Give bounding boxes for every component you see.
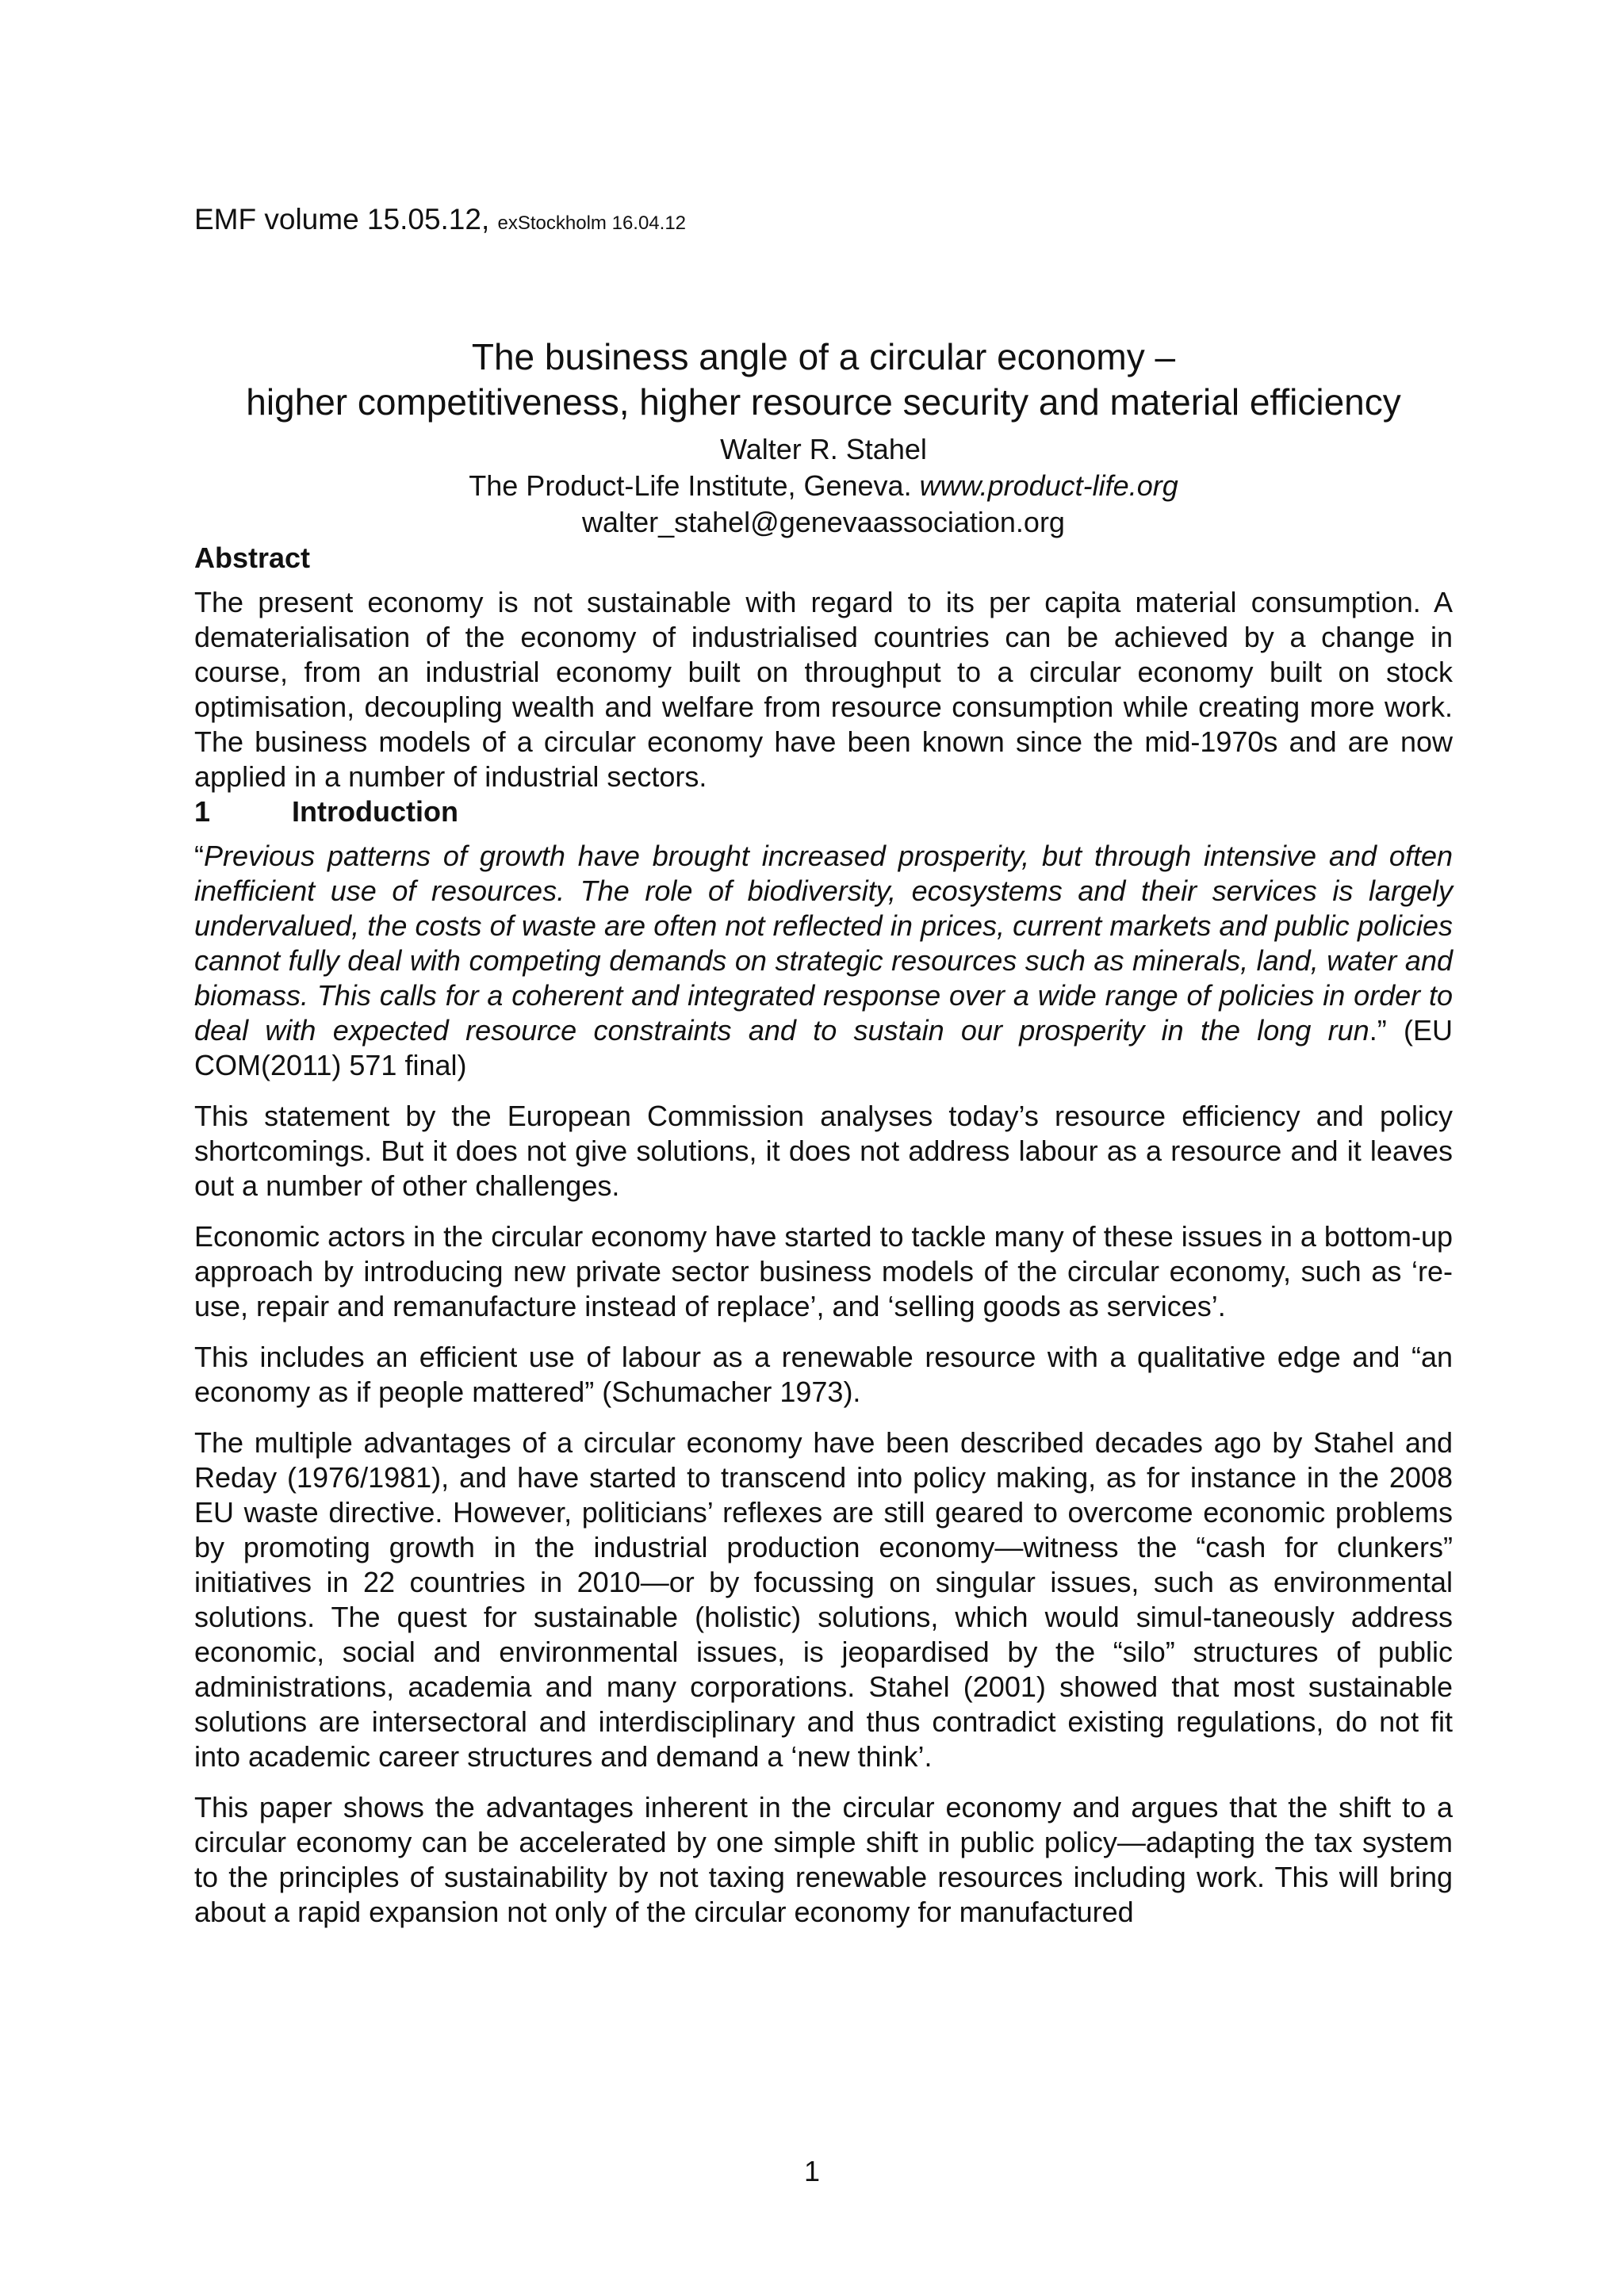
abstract-heading: Abstract: [194, 541, 311, 574]
paragraph-4: The multiple advantages of a circular economy have been described decades ago by Stahel and Reday (1976/1981), and have started to transcend into policy making, as for instance in the 2008 EU waste directive. However, politicians’ reflexes are still geared to overcome economic problems by promoting growth in the industrial production economy—witness the “cash for clunkers” initiatives in 22 countries in 2010—or by focussing on singular issues, such as environmental solutions. The quest for sustainable (holistic) solutions, which would simul-taneously address economic, social and environmental issues, is jeopardised by the “silo” structures of public administrations, academia and many corporations. Stahel (2001) showed that most sustainable solutions are intersectoral and interdisciplinary and thus contradict existing regulations, do not fit into academic career structures and demand a ‘new think’.: [194, 1426, 1453, 1773]
header-line: [194, 202, 1453, 241]
author-name: Walter R. Stahel: [720, 433, 927, 465]
page-number: 1: [803, 2155, 821, 2187]
paragraph-1: This statement by the European Commission analyses today’s resource efficiency and policy shortcomings. But it does not give solutions, it does not address labour as a resource and it leaves out a number of other challenges.: [194, 1100, 1453, 1202]
ex-label: exStockholm 16.04.12: [497, 212, 687, 234]
title-line-2: higher competitiveness, higher resource security and material efficiency: [246, 381, 1401, 423]
document-page: [194, 202, 1453, 1930]
quote-italic-text: Previous patterns of growth have brought increased prosperity, but through intensive and often inefficient use of resources. The role of biodiversity, ecosystems and their services is largely undervalued, the costs of waste are often not reflected in prices, current markets and public policies cannot fully deal with competing demands on strategic resources such as minerals, land, water and biomass. This calls for a coherent and integrated response over a wide range of policies in order to deal with expected resource constraints and to sustain our prosperity in the long run: [194, 840, 1453, 1047]
introduction-heading: [194, 794, 1453, 829]
paragraph-3: This includes an efficient use of labour as a renewable resource with a qualitative edge and “an economy as if people mattered” (Schumacher 1973).: [194, 1341, 1453, 1408]
website-link[interactable]: www.product-life.org: [919, 469, 1178, 502]
quote-open: “: [194, 840, 204, 872]
quote-citation: .” (EU COM(2011) 571 final): [194, 1014, 1453, 1081]
section-title: Introduction: [292, 795, 458, 828]
section-number: 1: [194, 795, 211, 828]
paragraph-2: Economic actors in the circular economy have started to tackle many of these issues in a bottom-up approach by introducing new private sector business models of the circular economy, such as ‘re-use, repair and remanufacture instead of replace’, and ‘selling goods as services’.: [194, 1220, 1453, 1322]
title-block: [194, 335, 1453, 425]
title-line-1: The business angle of a circular economy –: [471, 336, 1176, 377]
author-affiliation: [194, 468, 1453, 504]
author-email[interactable]: walter_stahel@genevaassociation.org: [582, 506, 1065, 538]
paragraph-5: This paper shows the advantages inherent in the circular economy and argues that the shift to a circular economy can be accelerated by one simple shift in public policy—adapting the tax system to the principles of sustainability by not taxing renewable resources including work. This will bring about a rapid expansion not only of the circular economy for manufactured: [194, 1791, 1453, 1928]
volume-label: EMF volume 15.05.12,: [194, 203, 490, 235]
abstract-text: The present economy is not sustainable with regard to its per capita material consumption. A dematerialisation of the economy of industrialised countries can be achieved by a change in course, from an industrial economy built on throughput to a circular economy built on stock optimisation, decoupling wealth and welfare from resource consumption while creating more work. The business models of a circular economy have been known since the mid-1970s and are now applied in a number of industrial sectors.: [194, 586, 1453, 793]
eu-quote-paragraph: [194, 839, 1453, 1083]
institute-name: The Product-Life Institute, Geneva.: [469, 469, 912, 502]
author-block: [194, 431, 1453, 541]
